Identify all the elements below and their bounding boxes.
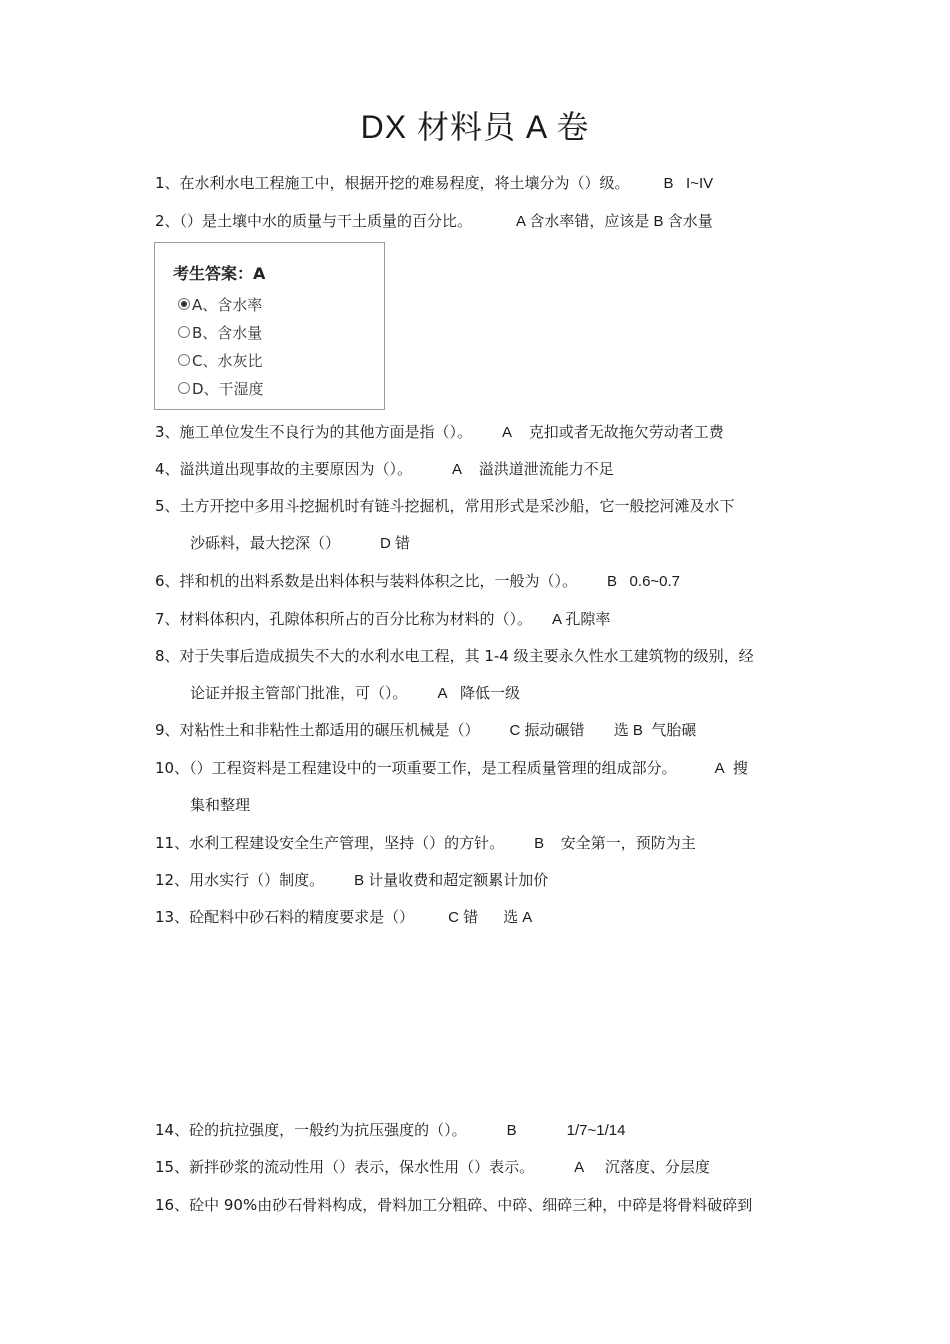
question-answer: A 降低一级 [437,685,521,702]
question-text: 10、（）工程资料是工程建设中的一项重要工作，是工程质量管理的组成部分。 [155,759,677,777]
question-text-continued: 论证并报主管部门批准，可（）。 [190,684,408,702]
question-text: 16、砼中 90%由砂石骨料构成，骨料加工分粗碎、中碎、细碎三种，中碎是将骨料破碎到 [155,1196,753,1214]
question-12 [155,862,815,899]
question-text: 12、用水实行（）制度。 [155,871,325,889]
question-text: 4、溢洪道出现事故的主要原因为（）。 [155,460,413,478]
question-answer: C 振动碾错 选 B 气胎碾 [509,722,697,739]
question-text-continued: 集和整理 [190,796,251,814]
radio-unselected-icon [178,382,190,394]
exam-option-c [178,351,262,371]
question-16 [155,1187,815,1224]
question-3 [155,414,815,451]
question-1 [155,165,815,202]
question-answer: A 搜 [714,760,748,777]
exam-option-b [178,323,262,343]
radio-selected-icon [178,298,190,310]
question-2 [155,203,815,240]
question-text: 11、水利工程建设安全生产管理，坚持（）的方针。 [155,834,505,852]
question-7 [155,601,815,638]
question-15 [155,1149,815,1186]
question-text: 14、砼的抗拉强度，一般约为抗压强度的（）。 [155,1121,467,1139]
question-answer: A 溢洪道泄流能力不足 [452,461,614,478]
radio-unselected-icon [178,326,190,338]
exam-answer-screenshot [154,242,385,410]
exam-option-a [178,295,262,315]
question-text: 2、（）是土壤中水的质量与干土质量的百分比。 [155,212,473,230]
question-text: 13、砼配料中砂石料的精度要求是（） [155,908,415,926]
question-answer: B I~IV [663,175,714,192]
question-9 [155,712,815,749]
question-14 [155,1112,815,1149]
exam-answer-heading: 考生答案：A [173,264,266,283]
exam-option-label: B、含水量 [192,324,263,342]
question-answer: C 错 选 A [448,909,533,926]
question-text: 5、土方开挖中多用斗挖掘机时有链斗挖掘机，常用形式是采沙船，它一般挖河滩及水下 [155,497,735,515]
question-answer: B 1/7~1/14 [506,1122,626,1139]
question-11 [155,825,815,862]
exam-option-label: C、水灰比 [192,352,263,370]
question-answer: A 含水率错，应该是 B 含水量 [516,213,713,230]
question-answer: A 沉落度、分层度 [574,1159,710,1176]
question-text: 7、材料体积内，孔隙体积所占的百分比称为材料的（）。 [155,610,533,628]
question-text: 6、拌和机的出料系数是出料体积与装料体积之比，一般为（）。 [155,572,578,590]
question-answer: B 安全第一，预防为主 [534,835,696,852]
question-5 [155,488,815,562]
question-answer: B 0.6~0.7 [607,573,681,590]
exam-option-d [178,379,264,399]
question-text: 15、新拌砂浆的流动性用（）表示，保水性用（）表示。 [155,1158,535,1176]
exam-option-label: D、干湿度 [192,380,264,398]
question-text: 1、在水利水电工程施工中，根据开挖的难易程度，将土壤分为（）级。 [155,174,630,192]
question-answer: B 计量收费和超定额累计加价 [354,872,549,889]
radio-unselected-icon [178,354,190,366]
question-answer: A 克扣或者无故拖欠劳动者工费 [502,424,724,441]
question-text: 3、施工单位发生不良行为的其他方面是指（）。 [155,423,473,441]
question-8 [155,638,815,712]
question-answer: A 孔隙率 [552,611,611,628]
question-text: 9、对粘性土和非粘性土都适用的碾压机械是（） [155,721,480,739]
exam-option-label: A、含水率 [192,296,263,314]
question-6 [155,563,815,600]
question-13 [155,899,815,936]
question-text-continued: 沙砾料，最大挖深（） [190,534,341,552]
document-title: DX 材料员 A 卷 [360,109,590,145]
question-text: 8、对于失事后造成损失不大的水利水电工程，其 1-4 级主要永久性水工建筑物的级别，经 [155,647,754,665]
question-answer: D 错 [380,535,411,552]
question-10 [155,750,815,824]
question-4 [155,451,815,488]
